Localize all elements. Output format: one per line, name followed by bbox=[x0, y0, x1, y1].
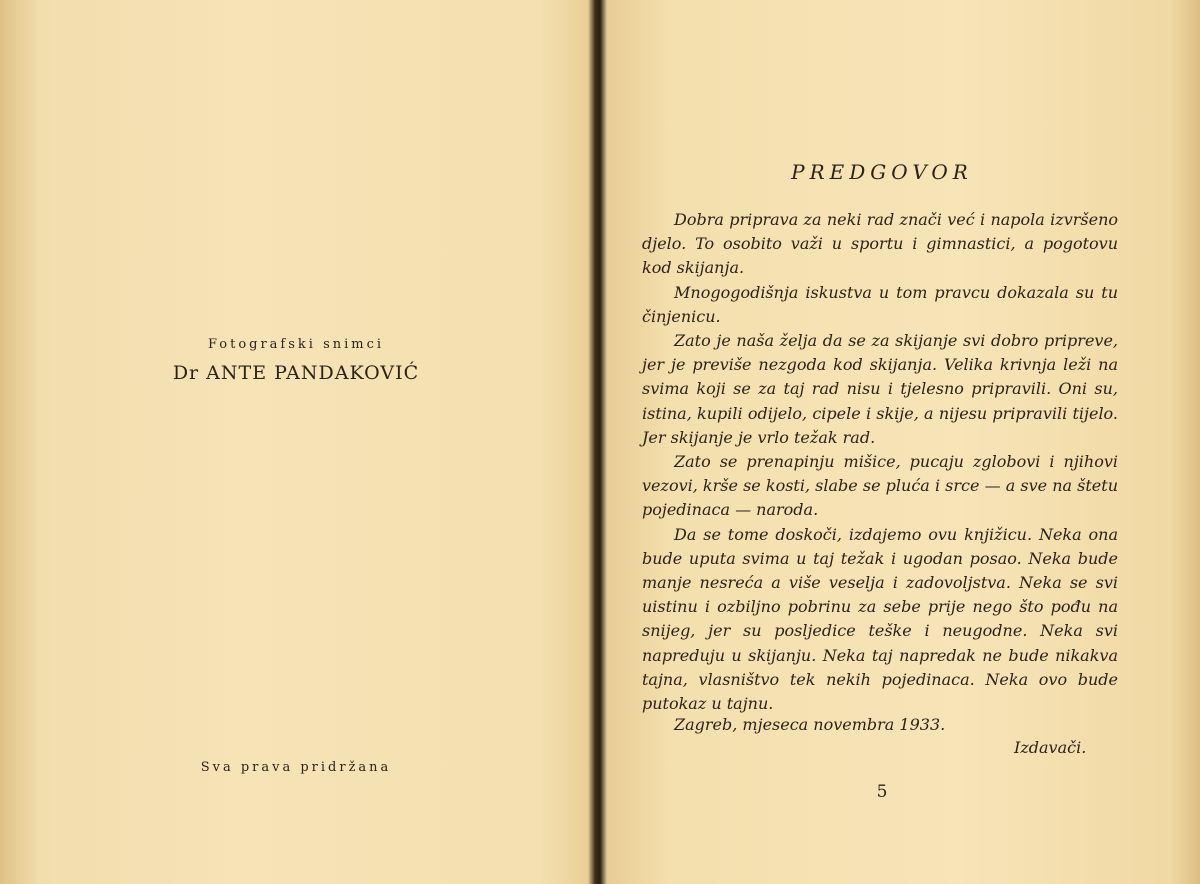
publisher-signature: Izdavači. bbox=[1014, 738, 1087, 757]
paragraph: Da se tome doskoči, izdajemo ovu knjižicu. Neka ona bude uputa svima u taj težak i ugodan posao. Neka bude manje nesreća a više veselja i zadovoljstva. Neka se svi uistinu i ozbiljno pobrinu za sebe prije nego što pođu na snijeg, jer su posljedice teške i neugodne. Neka svi napreduju u skijanju. Neka taj napredak ne bude nikakva tajna, vlasništvo tek nekih pojedinaca. Neka ovo bude putokaz u tajnu. bbox=[642, 524, 1118, 714]
place-date: Zagreb, mjeseca novembra 1933. bbox=[674, 715, 946, 734]
page-number: 5 bbox=[876, 782, 888, 802]
photo-credit-name: Dr ANTE PANDAKOVIĆ bbox=[172, 362, 420, 384]
paragraph: Dobra priprava za neki rad znači već i napola izvršeno djelo. To osobito važi u sportu i gimnastici, a pogotovu kod skijanja. bbox=[642, 210, 1118, 278]
left-page bbox=[0, 0, 592, 884]
paragraph: Zato je naša želja da se za skijanje svi dobro pripreve, jer je previše nezgoda kod skijanja. Velika krivnja leži na svima koji se za taj rad nisu i tjelesno pripravili. Oni su, istina, kupili odijelo, cipele i skije, a nijesu pripravili tijelo. Jer skijanje je vrlo težak rad. bbox=[642, 331, 1118, 447]
photo-credit-label: Fotografski snimci bbox=[207, 337, 385, 352]
paragraph: Zato se prenapinju mišice, pucaju zglobovi i njihovi vezovi, krše se kosti, slabe se pluća i srce — a sve na štetu pojedinaca — naroda. bbox=[642, 452, 1118, 520]
page-title: PREDGOVOR bbox=[791, 160, 973, 184]
right-page bbox=[604, 0, 1200, 884]
paragraph: Mnogogodišnja iskustva u tom pravcu dokazala su tu činjenicu. bbox=[642, 282, 1118, 326]
preface-body bbox=[642, 208, 1118, 716]
rights-notice: Sva prava pridržana bbox=[200, 760, 392, 775]
